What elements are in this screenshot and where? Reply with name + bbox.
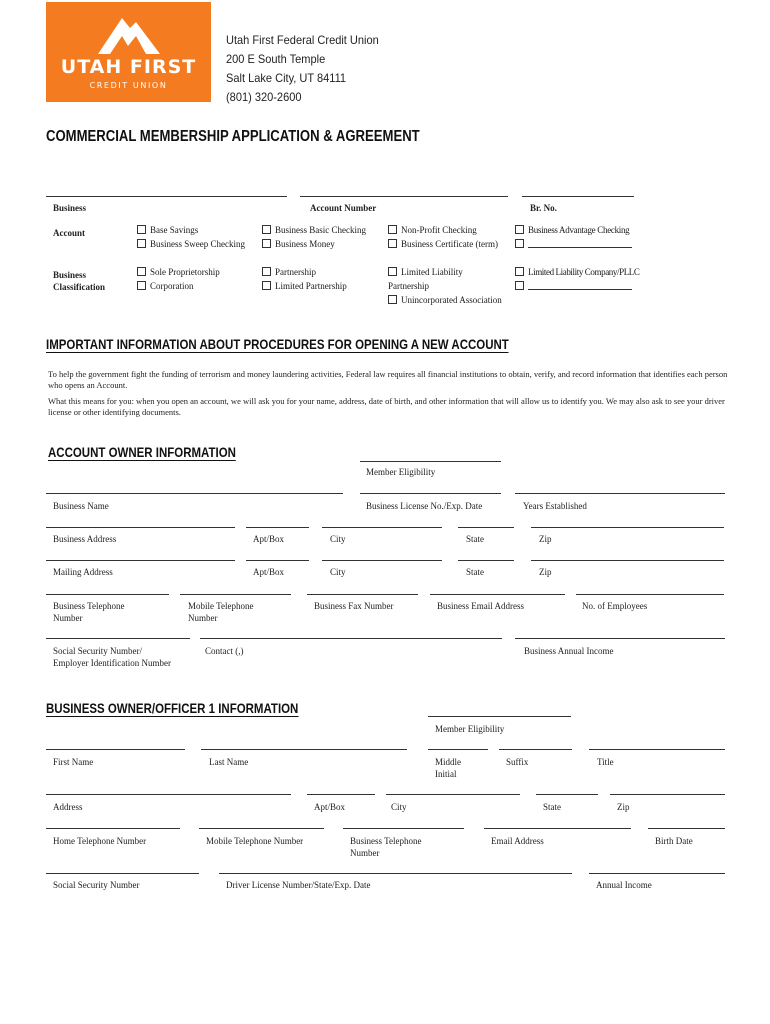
years-established-label: Years Established bbox=[523, 501, 587, 511]
officer-zip-field-line[interactable] bbox=[610, 794, 725, 795]
zip-label: Zip bbox=[539, 534, 552, 544]
zip-field-line[interactable] bbox=[531, 527, 724, 528]
officer-address-label: Address bbox=[53, 802, 83, 812]
mailing-address-field-line[interactable] bbox=[46, 560, 235, 561]
checkbox-icon[interactable] bbox=[137, 267, 146, 276]
checkbox-icon[interactable] bbox=[388, 267, 397, 276]
officer-business-telephone-field-line[interactable] bbox=[343, 828, 464, 829]
first-name-field-line[interactable] bbox=[46, 749, 185, 750]
business-annual-income-field-line[interactable] bbox=[515, 638, 725, 639]
account-column-4 bbox=[515, 223, 632, 251]
checkbox-business-sweep-checking[interactable]: Business Sweep Checking bbox=[137, 237, 245, 251]
checkbox-icon[interactable] bbox=[515, 267, 524, 276]
mailing-state-label: State bbox=[466, 567, 484, 577]
contact-label: Contact (,) bbox=[205, 646, 244, 656]
checkbox-business-basic-checking[interactable]: Business Basic Checking bbox=[262, 223, 366, 237]
title-field-line[interactable] bbox=[589, 749, 725, 750]
address-line: Utah First Federal Credit Union bbox=[226, 33, 379, 47]
mobile-telephone-field-line[interactable] bbox=[180, 594, 291, 595]
classification-column-4 bbox=[515, 265, 640, 293]
mailing-apt-box-label: Apt/Box bbox=[253, 567, 285, 577]
checkbox-business-certificate[interactable]: Business Certificate (term) bbox=[388, 237, 498, 251]
address-line: (801) 320-2600 bbox=[226, 90, 302, 104]
city-label: City bbox=[330, 534, 346, 544]
checkbox-llc-pllc[interactable]: Limited Liability Company/PLLC bbox=[515, 265, 640, 279]
account-number-label: Account Number bbox=[310, 203, 377, 213]
checkbox-limited-partnership[interactable]: Limited Partnership bbox=[262, 279, 347, 293]
business-fax-label: Business Fax Number bbox=[314, 601, 394, 611]
officer-state-field-line[interactable] bbox=[536, 794, 598, 795]
home-telephone-field-line[interactable] bbox=[46, 828, 180, 829]
last-name-label: Last Name bbox=[209, 757, 249, 767]
years-established-field-line[interactable] bbox=[515, 493, 725, 494]
officer-apt-box-field-line[interactable] bbox=[307, 794, 375, 795]
other-account-line[interactable] bbox=[528, 239, 632, 248]
member-eligibility-label: Member Eligibility bbox=[366, 467, 436, 477]
account-number-field-line[interactable] bbox=[300, 196, 508, 197]
classification-column-3 bbox=[388, 265, 502, 307]
account-column-2 bbox=[262, 223, 366, 251]
state-label: State bbox=[466, 534, 484, 544]
member-eligibility-field-line[interactable] bbox=[360, 461, 501, 462]
middle-initial-field-line[interactable] bbox=[428, 749, 488, 750]
suffix-label: Suffix bbox=[506, 757, 529, 767]
officer-member-eligibility-label: Member Eligibility bbox=[435, 724, 505, 734]
business-name-field-line[interactable] bbox=[46, 493, 343, 494]
checkbox-business-money[interactable]: Business Money bbox=[262, 237, 366, 251]
title-label: Title bbox=[597, 757, 614, 767]
officer-city-label: City bbox=[391, 802, 407, 812]
business-fax-field-line[interactable] bbox=[307, 594, 418, 595]
form-title: COMMERCIAL MEMBERSHIP APPLICATION & AGREEMENT bbox=[46, 128, 420, 145]
employees-field-line[interactable] bbox=[576, 594, 724, 595]
checkbox-business-advantage-checking[interactable]: Business Advantage Checking bbox=[515, 223, 632, 237]
officer-mobile-telephone-field-line[interactable] bbox=[199, 828, 324, 829]
ssn-ein-field-line[interactable] bbox=[46, 638, 190, 639]
officer-zip-label: Zip bbox=[617, 802, 630, 812]
driver-license-field-line[interactable] bbox=[219, 873, 572, 874]
important-info-heading: IMPORTANT INFORMATION ABOUT PROCEDURES FOR OPENING A NEW ACCOUNT bbox=[46, 336, 509, 352]
officer-business-telephone-label: Business Telephone Number bbox=[350, 836, 422, 858]
checkbox-icon[interactable] bbox=[137, 281, 146, 290]
mailing-city-label: City bbox=[330, 567, 346, 577]
important-info-paragraph-2: What this means for you: when you open an account, we will ask you for your name, address, date of birth, and other information that will allow us to identify you. We may also ask to see your driver license or other identifying documents. bbox=[48, 396, 725, 417]
checkbox-sole-proprietorship[interactable]: Sole Proprietorship bbox=[137, 265, 220, 279]
logo-subtitle: CREDIT UNION bbox=[89, 81, 168, 90]
birth-date-field-line[interactable] bbox=[648, 828, 725, 829]
business-email-label: Business Email Address bbox=[437, 601, 524, 611]
mailing-state-field-line[interactable] bbox=[458, 560, 514, 561]
employees-label: No. of Employees bbox=[582, 601, 648, 611]
officer-member-eligibility-field-line[interactable] bbox=[428, 716, 571, 717]
officer-state-label: State bbox=[543, 802, 561, 812]
checkbox-unincorporated-association[interactable]: Unincorporated Association bbox=[388, 293, 502, 307]
checkbox-base-savings[interactable]: Base Savings bbox=[137, 223, 245, 237]
checkbox-icon[interactable] bbox=[262, 267, 271, 276]
officer-city-field-line[interactable] bbox=[386, 794, 520, 795]
officer-annual-income-field-line[interactable] bbox=[589, 873, 725, 874]
home-telephone-label: Home Telephone Number bbox=[53, 836, 147, 846]
mountain-logo-icon bbox=[96, 14, 162, 56]
business-label: Business bbox=[53, 203, 87, 213]
city-field-line[interactable] bbox=[322, 527, 442, 528]
checkbox-icon[interactable] bbox=[137, 239, 146, 248]
utah-first-logo bbox=[46, 2, 211, 102]
partnership-continued: Partnership bbox=[388, 281, 429, 291]
middle-initial-label: Middle Initial bbox=[435, 757, 461, 779]
officer-ssn-label: Social Security Number bbox=[53, 880, 140, 890]
checkbox-icon[interactable] bbox=[388, 295, 397, 304]
br-no-label: Br. No. bbox=[530, 203, 557, 213]
important-info-paragraph-1: To help the government fight the funding of terrorism and money laundering activities, Federal law requires all financial institutions to obtain, verify, and record information that identifies each person who opens an Account. bbox=[48, 369, 728, 390]
checkbox-limited-liability-partnership[interactable]: Limited Liability bbox=[388, 265, 502, 279]
mailing-apt-box-field-line[interactable] bbox=[246, 560, 309, 561]
mailing-zip-label: Zip bbox=[539, 567, 552, 577]
officer-address-field-line[interactable] bbox=[46, 794, 291, 795]
officer-heading: BUSINESS OWNER/OFFICER 1 INFORMATION bbox=[46, 700, 299, 716]
checkbox-icon[interactable] bbox=[388, 225, 397, 234]
first-name-label: First Name bbox=[53, 757, 94, 767]
classification-label: Business Classification bbox=[53, 270, 106, 292]
account-owner-heading: ACCOUNT OWNER INFORMATION bbox=[48, 444, 236, 460]
officer-annual-income-label: Annual Income bbox=[596, 880, 652, 890]
license-field-line[interactable] bbox=[360, 493, 501, 494]
business-license-label: Business License No./Exp. Date bbox=[366, 501, 483, 511]
apt-box-field-line[interactable] bbox=[246, 527, 309, 528]
checkbox-icon[interactable] bbox=[262, 239, 271, 248]
checkbox-icon[interactable] bbox=[388, 239, 397, 248]
ssn-ein-label: Social Security Number/ Employer Identification Number bbox=[53, 646, 171, 668]
checkbox-icon[interactable] bbox=[515, 239, 524, 248]
checkbox-other-classification[interactable] bbox=[515, 279, 640, 293]
mobile-telephone-label: Mobile Telephone Number bbox=[188, 601, 254, 623]
classification-column-1 bbox=[137, 265, 220, 293]
officer-email-field-line[interactable] bbox=[484, 828, 631, 829]
birth-date-label: Birth Date bbox=[655, 836, 693, 846]
last-name-field-line[interactable] bbox=[201, 749, 407, 750]
officer-mobile-telephone-label: Mobile Telephone Number bbox=[206, 836, 304, 846]
business-telephone-field-line[interactable] bbox=[46, 594, 169, 595]
contact-field-line[interactable] bbox=[200, 638, 502, 639]
suffix-field-line[interactable] bbox=[499, 749, 572, 750]
business-telephone-label: Business Telephone Number bbox=[53, 601, 125, 623]
officer-apt-box-label: Apt/Box bbox=[314, 802, 346, 812]
officer-email-label: Email Address bbox=[491, 836, 544, 846]
business-name-label: Business Name bbox=[53, 501, 109, 511]
mailing-address-label: Mailing Address bbox=[53, 567, 113, 577]
classification-column-2 bbox=[262, 265, 347, 293]
checkbox-icon[interactable] bbox=[262, 225, 271, 234]
officer-ssn-field-line[interactable] bbox=[46, 873, 199, 874]
account-label: Account bbox=[53, 228, 85, 238]
checkbox-icon[interactable] bbox=[262, 281, 271, 290]
account-column-3 bbox=[388, 223, 498, 251]
business-field-line[interactable] bbox=[46, 196, 287, 197]
logo-wordmark: UTAH FIRST bbox=[60, 56, 197, 78]
checkbox-partnership[interactable]: Partnership bbox=[262, 265, 347, 279]
checkbox-corporation[interactable]: Corporation bbox=[137, 279, 220, 293]
business-address-field-line[interactable] bbox=[46, 527, 235, 528]
business-address-label: Business Address bbox=[53, 534, 117, 544]
apt-box-label: Apt/Box bbox=[253, 534, 285, 544]
other-classification-line[interactable] bbox=[528, 281, 632, 290]
checkbox-other-account[interactable] bbox=[515, 237, 632, 251]
mailing-zip-field-line[interactable] bbox=[531, 560, 724, 561]
address-line: 200 E South Temple bbox=[226, 52, 326, 66]
business-annual-income-label: Business Annual Income bbox=[524, 646, 614, 656]
business-email-field-line[interactable] bbox=[430, 594, 565, 595]
checkbox-icon[interactable] bbox=[515, 281, 524, 290]
driver-license-label: Driver License Number/State/Exp. Date bbox=[226, 880, 371, 890]
checkbox-icon[interactable] bbox=[515, 225, 524, 234]
address-line: Salt Lake City, UT 84111 bbox=[226, 71, 347, 85]
br-no-field-line[interactable] bbox=[522, 196, 634, 197]
checkbox-icon[interactable] bbox=[137, 225, 146, 234]
credit-union-address bbox=[226, 31, 379, 107]
mailing-city-field-line[interactable] bbox=[322, 560, 442, 561]
account-column-1 bbox=[137, 223, 245, 251]
state-field-line[interactable] bbox=[458, 527, 514, 528]
checkbox-non-profit-checking[interactable]: Non-Profit Checking bbox=[388, 223, 498, 237]
